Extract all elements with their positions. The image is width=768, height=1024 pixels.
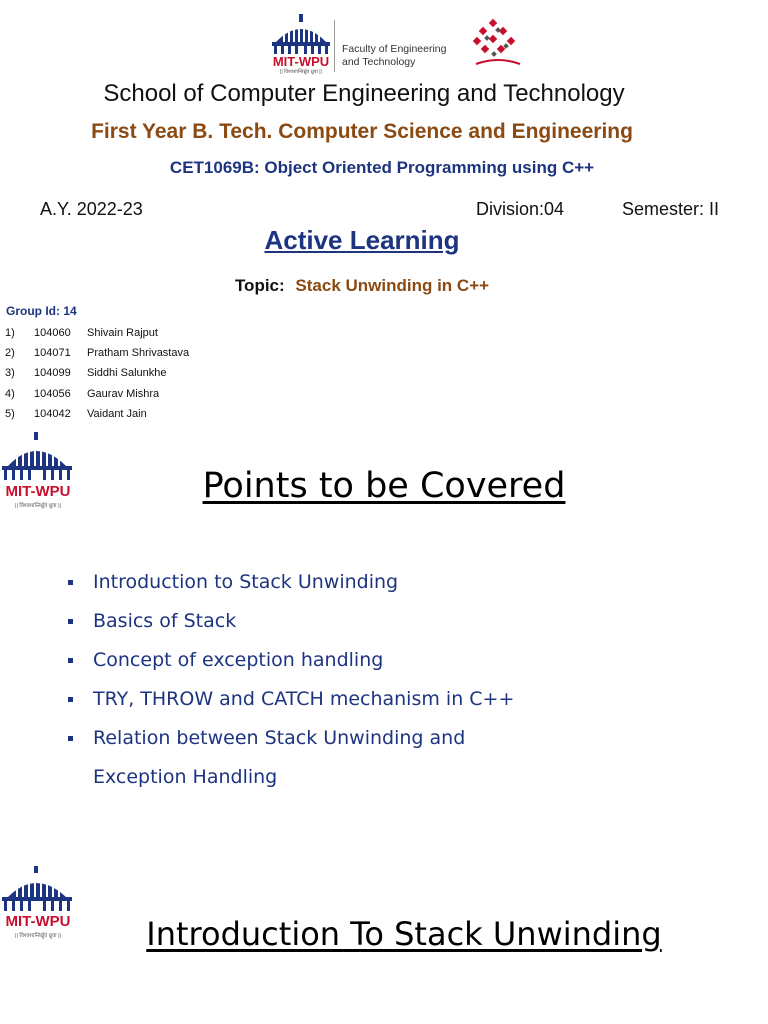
member-name: Gaurav Mishra [87,387,160,400]
list-item [68,719,688,758]
bullet-icon [68,580,73,585]
logo-text: MIT-WPU [5,913,71,930]
faculty-line-2: and Technology [342,56,416,68]
school-name: School of Computer Engineering and Technology [103,80,625,107]
bullet-icon [68,658,73,663]
member-id: 104042 [34,407,71,420]
list-item [68,563,688,602]
member-index: 3) [5,367,15,380]
member-name: Vaidant Jain [87,407,147,420]
semester: Semester: II [622,199,720,219]
logo-motto: || विश्वशान्तिर्ध्रुवं ध्रुवा || [15,933,61,939]
list-item [68,602,688,641]
activity-heading: Active Learning [264,225,460,255]
point-text: Exception Handling [93,766,278,788]
point-text: TRY, THROW and CATCH mechanism in C++ [93,688,515,710]
member-id: 104060 [34,327,71,339]
member-id: 104056 [34,387,71,400]
bullet-icon [68,736,73,741]
member-index: 1) [5,327,15,339]
tree-emblem-logo [470,16,526,74]
member-index: 4) [5,387,15,400]
logo-text: MIT-WPU [5,483,71,500]
point-text: Basics of Stack [93,610,237,632]
bullet-icon [68,697,73,702]
topic-label: Topic: [234,276,285,295]
logo-motto: || विश्वशान्तिर्ध्रुवं ध्रुवा || [15,503,61,509]
intro-title: Introduction To Stack Unwinding [146,915,662,953]
point-text: Concept of exception handling [93,649,384,671]
member-name: Pratham Shrivastava [87,347,190,360]
dome-icon [0,866,76,914]
faculty-line-1: Faculty of Engineering [342,43,447,55]
member-name: Siddhi Salunkhe [87,367,167,380]
course-title: CET1069B: Object Oriented Programming using C++ [169,158,595,177]
member-index: 2) [5,347,15,360]
points-title: Points to be Covered [202,466,566,506]
member-id: 104071 [34,347,71,360]
member-name: Shivain Rajput [87,327,158,339]
bullet-icon [68,619,73,624]
logo-text: MIT-WPU [272,54,330,69]
list-item [68,641,688,680]
member-index: 5) [5,407,15,420]
academic-year: A.Y. 2022-23 [40,199,143,219]
group-id: Group Id: 14 [6,304,77,318]
logo-divider [334,20,335,72]
points-list [68,563,688,797]
point-text: Relation between Stack Unwinding and [93,727,466,749]
program-name: First Year B. Tech. Computer Science and Engineering [91,120,633,143]
list-item-continuation [68,758,688,797]
topic-value: Stack Unwinding in C++ [295,276,490,295]
faculty-text [342,43,446,69]
point-text: Introduction to Stack Unwinding [93,571,399,593]
division: Division:04 [476,199,565,219]
logo-motto: || विश्वशान्तिर्ध्रुवं ध्रुवा || [280,69,322,75]
topic-row [0,276,724,296]
member-id: 104099 [34,367,71,380]
list-item [68,680,688,719]
